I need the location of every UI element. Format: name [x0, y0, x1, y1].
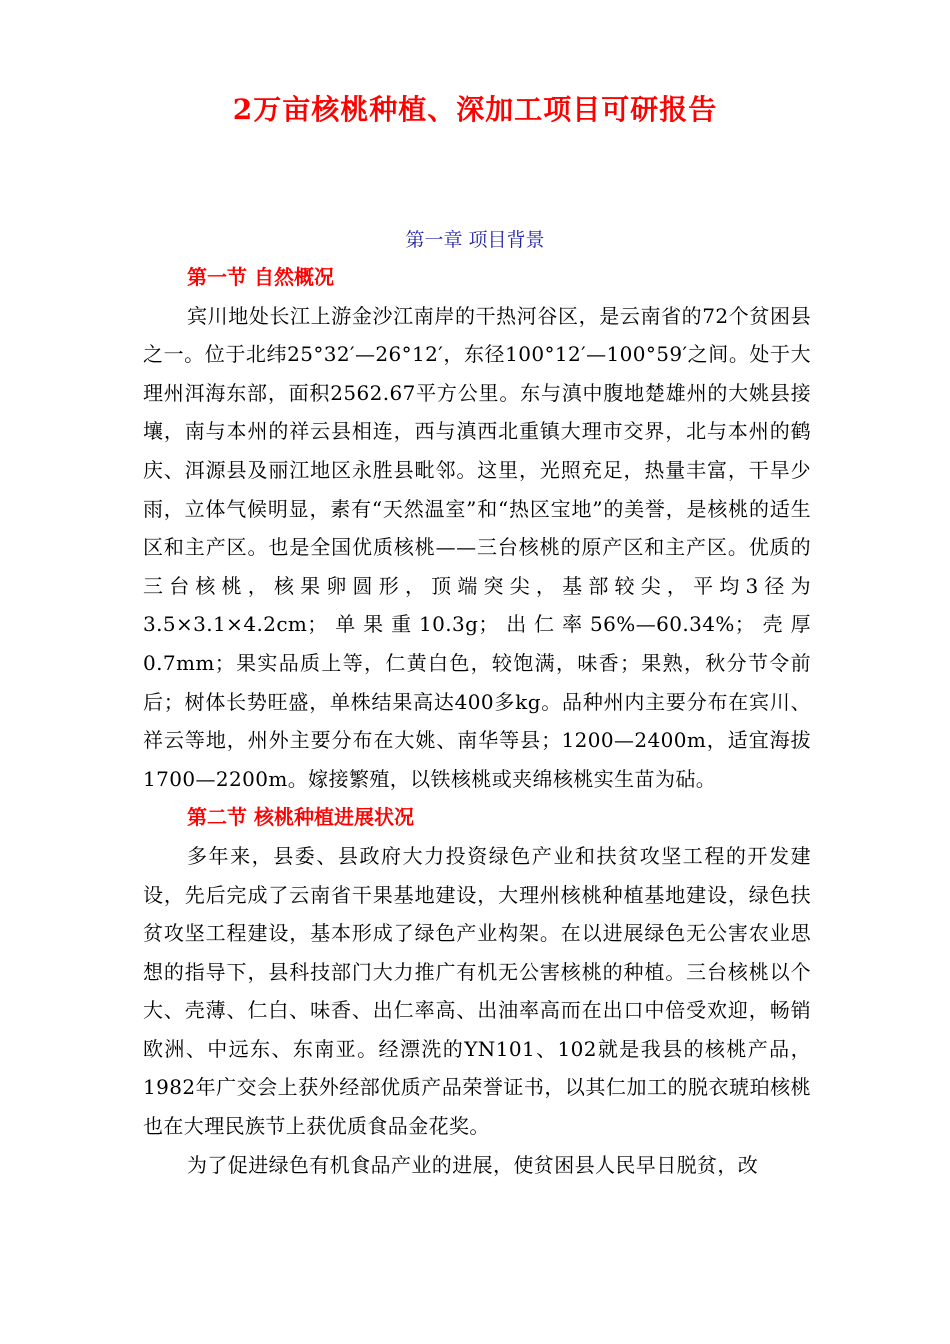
document-body [143, 258, 811, 1184]
document-title: 2万亩核桃种植、深加工项目可研报告 [232, 93, 718, 126]
paragraph: 为了促进绿色有机食品产业的进展，使贫困县人民早日脱贫，改 [187, 1152, 759, 1177]
chapter-title: 第一章 项目背景 [405, 229, 545, 251]
paragraph: 多年来，县委、县政府大力投资绿色产业和扶贫攻坚工程的开发建设，先后完成了云南省干果基地建设，大理州核桃种植基地建设，绿色扶贫攻坚工程建设，基本形成了绿色产业构架。在以进展绿色无公害农业思想的指导下，县科技部门大力推广有机无公害核桃的种植。三台核桃以个大、壳薄、仁白、味香、出仁率高、出油率高而在出口中倍受欢迎，畅销欧洲、中远东、东南亚。经漂洗的YN101、102就是我县的核桃产品，1982年广交会上获外经部优质产品荣誉证书，以其仁加工的脱衣琥珀核桃也在大理民族节上获优质食品金花奖。 [143, 843, 811, 1139]
section-natural-overview [143, 258, 811, 798]
section-planting-progress [143, 798, 811, 1184]
paragraph: 宾川地处长江上游金沙江南岸的干热河谷区，是云南省的72个贫困县之一。位于北纬25°32′—26°12′，东径100°12′—100°59′之间。处于大理州洱海东部，面积2562.67平方公里。东与滇中腹地楚雄州的大姚县接壤，南与本州的祥云县相连，西与滇西北重镇大理市交界，北与本州的鹤庆、洱源县及丽江地区永胜县毗邻。这里，光照充足，热量丰富，干旱少雨，立体气候明显，素有“天然温室”和“热区宝地”的美誉，是核桃的适生区和主产区。也是全国优质核桃——三台核桃的原产区和主产区。优质的三台核桃，核果卵圆形，顶端突尖，基部较尖，平均3径为3.5×3.1×4.2cm；单果重10.3g；出仁率56%—60.34%；壳厚0.7mm；果实品质上等，仁黄白色，较饱满，味香；果熟，秋分节令前后；树体长势旺盛，单株结果高达400多kg。品种州内主要分布在宾川、祥云等地，州外主要分布在大姚、南华等县；1200—2400m，适宜海拔1700—2200m。嫁接繁殖，以铁核桃或夹绵核桃实生苗为砧。 [143, 303, 811, 791]
section-heading: 第一节 自然概况 [187, 265, 334, 289]
section-heading: 第二节 核桃种植进展状况 [187, 805, 414, 830]
